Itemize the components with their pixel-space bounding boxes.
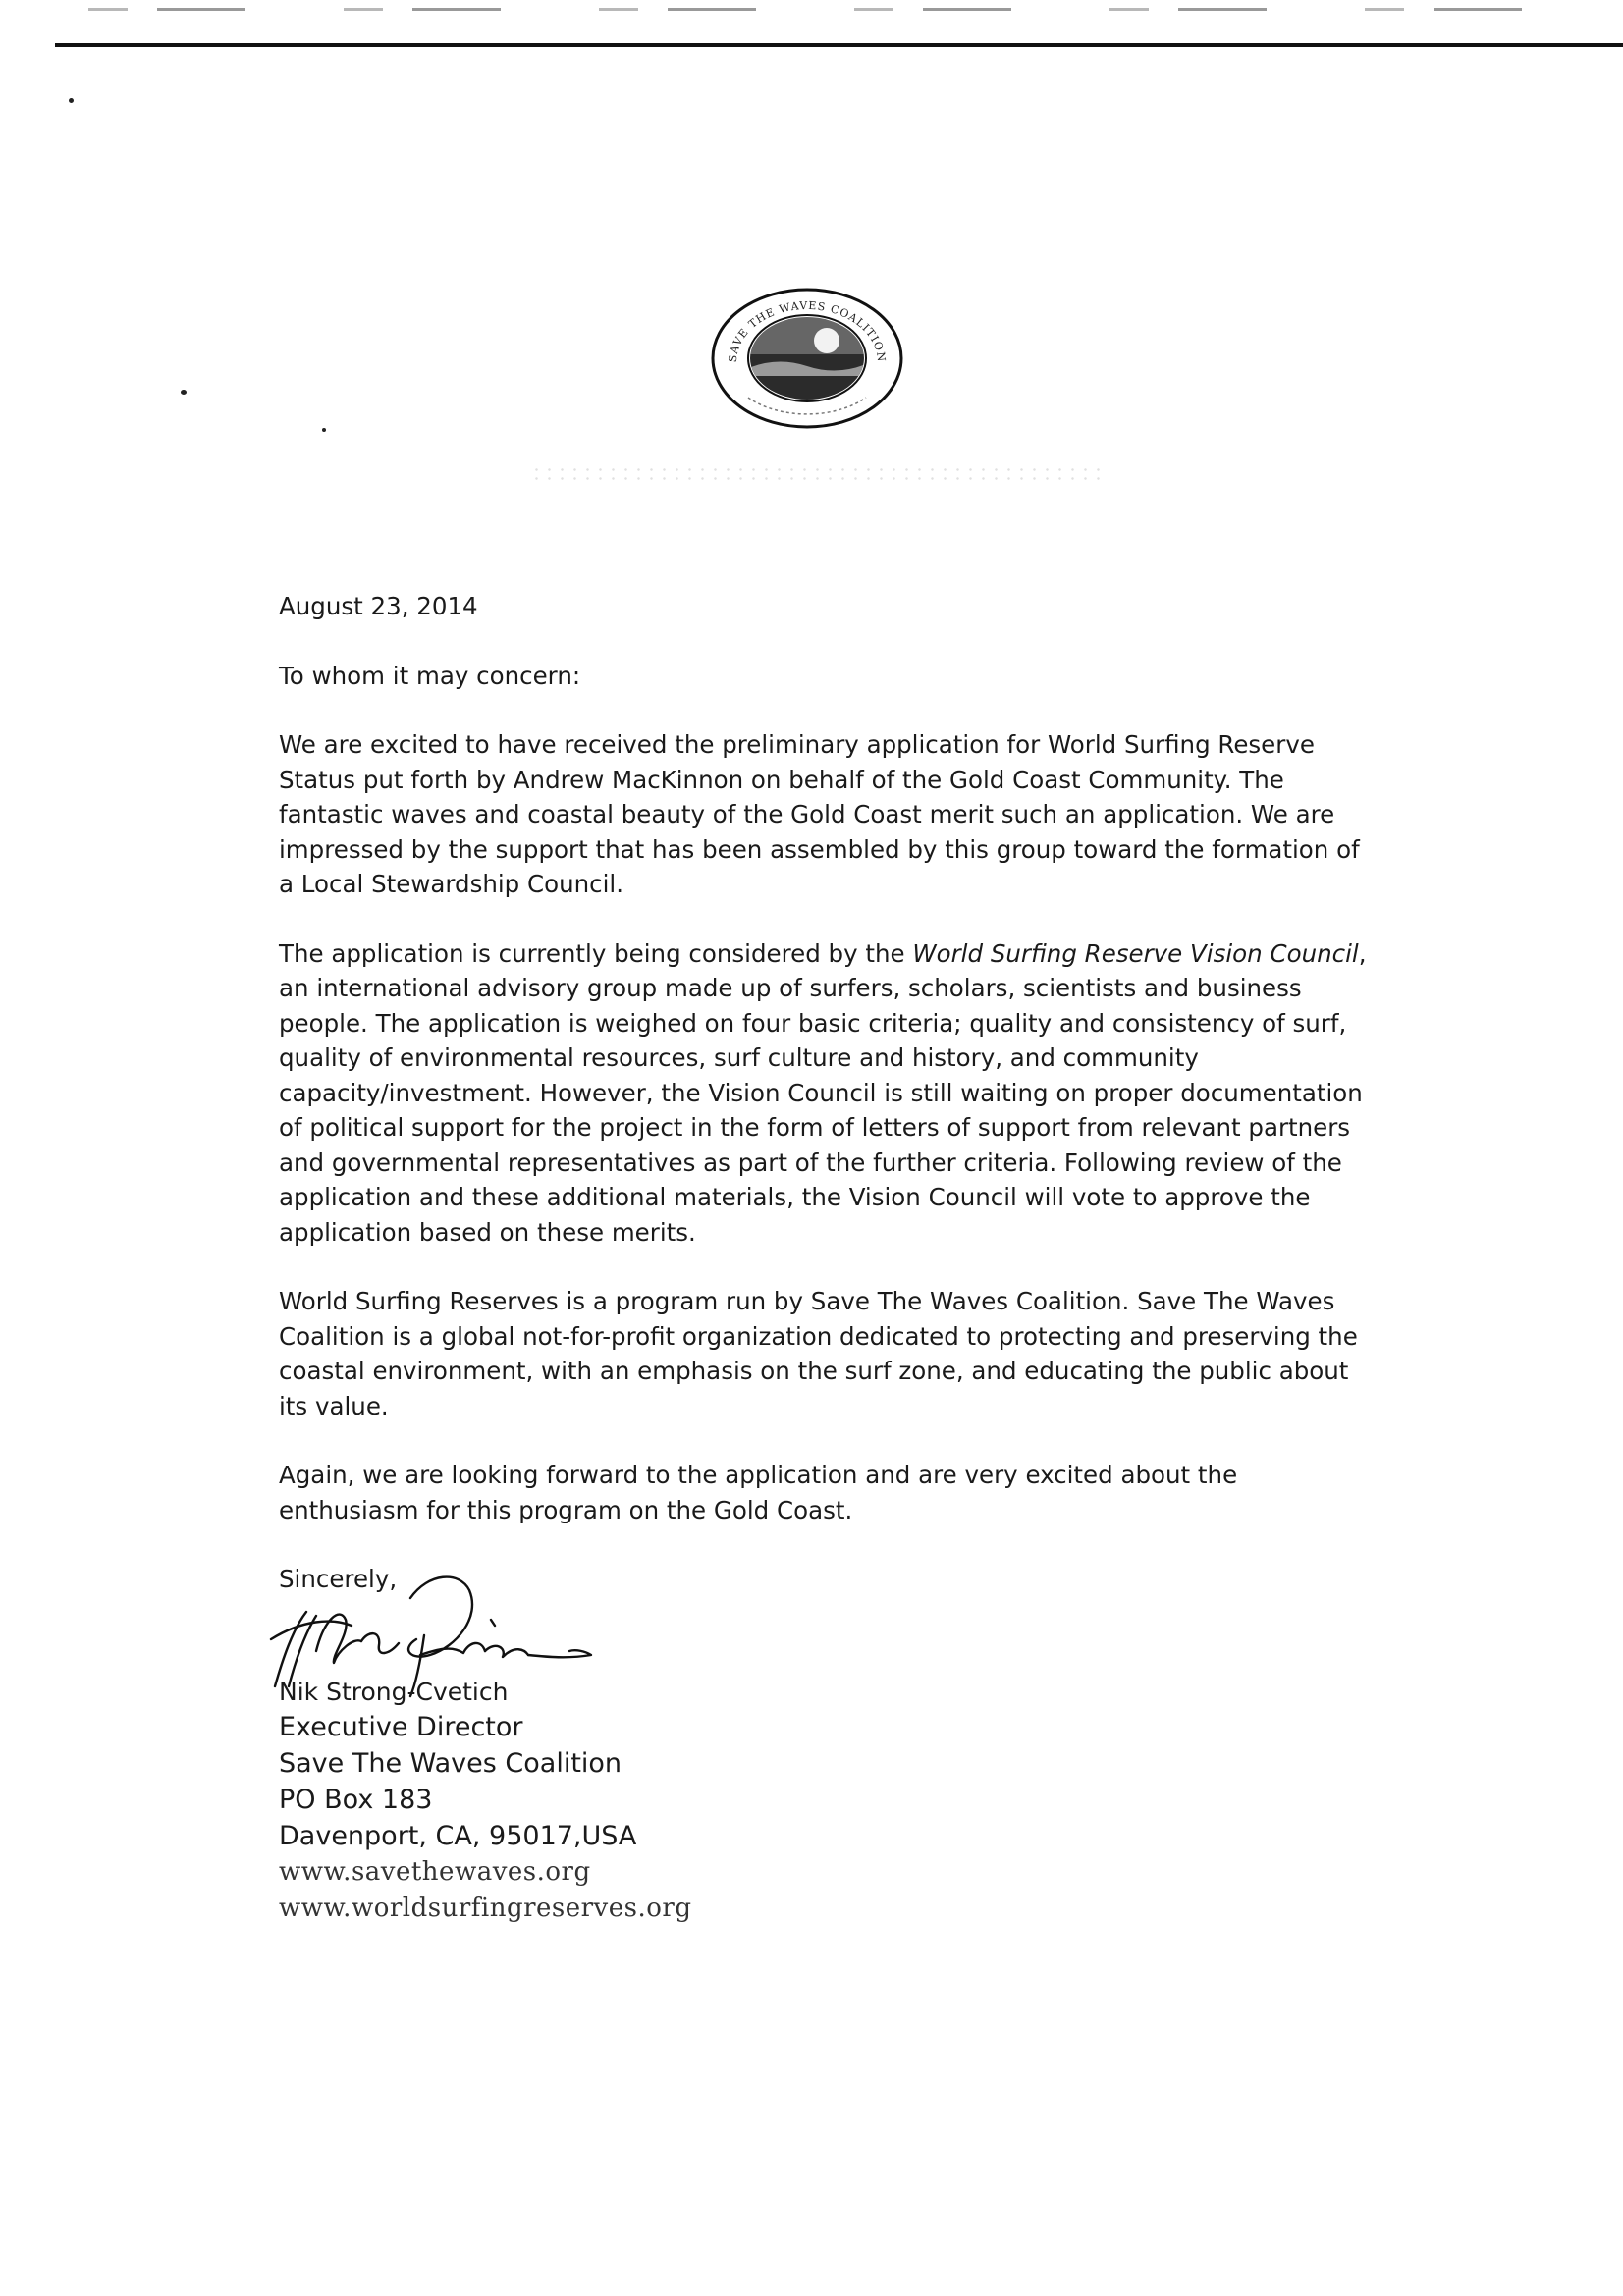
vision-council-name: World Surfing Reserve Vision Council [912, 938, 1359, 968]
faded-tagline [530, 465, 1100, 485]
scan-speck [69, 98, 74, 103]
letter-date: August 23, 2014 [279, 592, 478, 620]
scan-artifact-dashes [88, 8, 1600, 11]
paragraph-2-intro: The application is currently being considered by the [279, 938, 913, 968]
website-worldsurfingreserves: www.worldsurfingreserves.org [279, 1894, 692, 1923]
website-savethewaves: www.savethewaves.org [279, 1857, 591, 1887]
scan-speck [322, 428, 326, 432]
paragraph-2 [279, 936, 1379, 1251]
signatory-po-box: PO Box 183 [279, 1785, 433, 1815]
signature-block [279, 1675, 691, 1927]
save-the-waves-logo [709, 282, 905, 429]
scan-artifact-rule [55, 43, 1623, 47]
letter-salutation: To whom it may concern: [279, 661, 581, 690]
letter-closing: Sincerely, [279, 1565, 398, 1593]
signatory-title: Executive Director [279, 1712, 523, 1742]
signatory-city: Davenport, CA, 95017,USA [279, 1821, 637, 1851]
paragraph-3: World Surfing Reserves is a program run by Save The Waves Coalition. Save The Waves Coalition is a global not-for-profit organization dedicated to protecting and preserving the coastal environment, with an emphasis on the surf zone, and educating the public about its value. [279, 1287, 1358, 1420]
paragraph-2-rest: , an international advisory group made up of surfers, scholars, scientists and business people. The application is weighed on four basic criteria; quality and consistency of surf, quality of environmental resources, surf culture and history, and community capacity/investment. However, the Vision Council is still waiting on proper documentation of political support for the project in the form of letters of support from relevant partners and governmental representatives as part of the further criteria. Following review of the application and these additional materials, the Vision Council will vote to approve the application based on these merits. [279, 938, 1367, 1247]
scan-speck [181, 390, 187, 395]
signatory-name: Nik Strong-Cvetich [279, 1678, 509, 1706]
paragraph-1: We are excited to have received the preliminary application for World Surfing Reserve Status put forth by Andrew MacKinnon on behalf of the Gold Coast Community. The fantastic waves and coastal beauty of the Gold Coast merit such an application. We are impressed by the support that has been assembled by this group toward the formation of a Local Stewardship Council. [279, 730, 1360, 898]
paragraph-4: Again, we are looking forward to the application and are very excited about the enthusiasm for this program on the Gold Coast. [279, 1461, 1238, 1524]
letter-body [279, 589, 1379, 1597]
logo-text: SAVE THE WAVES COALITION [726, 298, 889, 363]
signatory-organization: Save The Waves Coalition [279, 1748, 622, 1779]
